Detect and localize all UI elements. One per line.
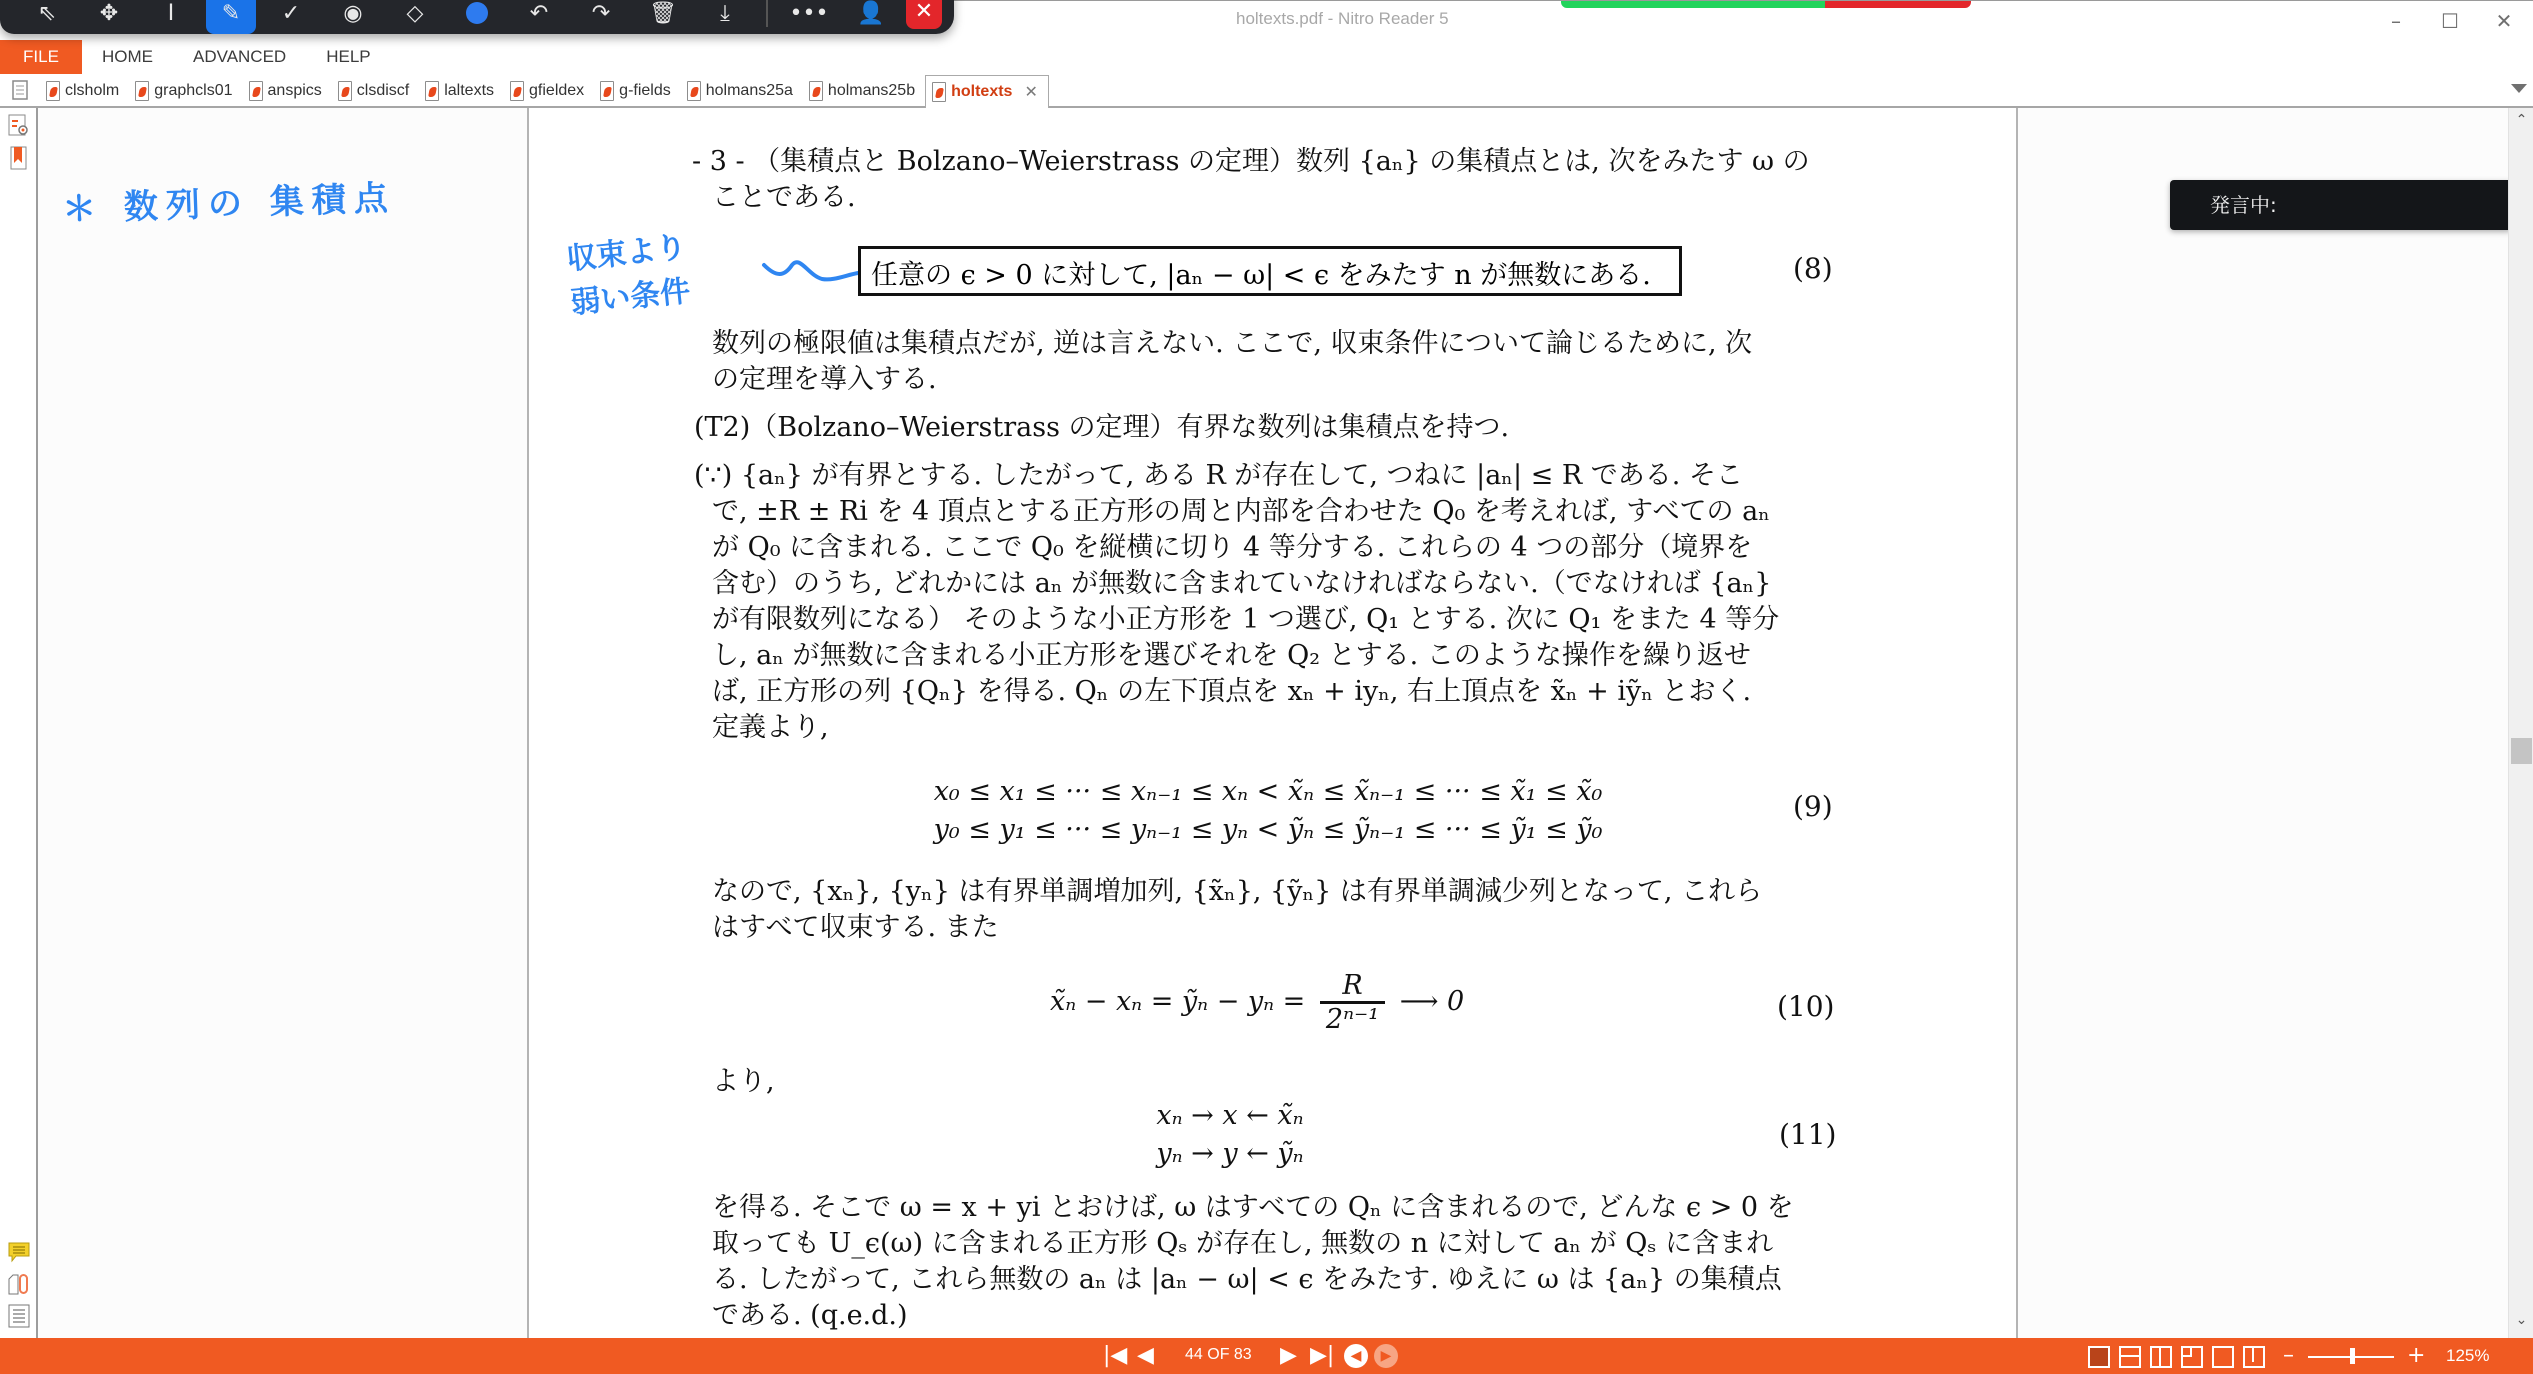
- pdf-file-icon: [135, 81, 149, 101]
- scroll-up-icon[interactable]: ⌃: [2515, 112, 2528, 128]
- zoom-out-button[interactable]: –: [2283, 1343, 2294, 1368]
- tab-label: holtexts: [951, 83, 1013, 100]
- tabs-dropdown-icon[interactable]: [2511, 84, 2527, 93]
- tab-clsholm[interactable]: [40, 76, 129, 106]
- pen-icon[interactable]: ✎: [206, 0, 256, 34]
- cover-view-icon[interactable]: [2212, 1346, 2234, 1368]
- move-icon[interactable]: ✥: [99, 0, 119, 26]
- select-pointer-icon[interactable]: ⇖: [37, 0, 57, 26]
- fraction: [1320, 970, 1385, 1035]
- document-tabs: [0, 74, 2533, 108]
- scrollbar-thumb[interactable]: [2511, 738, 2532, 764]
- close-window-button[interactable]: ✕: [2495, 9, 2513, 33]
- proof-line: ば, 正方形の列 {Qₙ} を得る. Qₙ の左下頂点を xₙ + iyₙ, 右上頂点を x̃ₙ + iỹₙ とおく.: [712, 676, 1752, 707]
- fraction-denominator: 2ⁿ⁻¹: [1325, 1004, 1380, 1035]
- tab-anspics[interactable]: [243, 76, 332, 106]
- pdf-file-icon: [425, 81, 439, 101]
- vertical-scrollbar[interactable]: [2508, 108, 2533, 1338]
- tab-label: clsholm: [65, 82, 120, 99]
- pages-panel-icon[interactable]: [0, 74, 40, 106]
- tab-label: holmans25b: [827, 82, 916, 99]
- proof-line: る. したがって, これら無数の aₙ は |aₙ − ω| < ϵ をみたす. ゆえに ω は {aₙ} の集積点: [712, 1264, 1782, 1295]
- eraser-icon[interactable]: ◇: [406, 0, 424, 26]
- equation-10: [1050, 970, 1550, 1035]
- paragraph-text: の定理を導入する.: [712, 364, 937, 395]
- tab-laltexts[interactable]: [419, 76, 504, 106]
- speaking-label: 発言中:: [2210, 193, 2277, 217]
- previous-page-icon[interactable]: ◀: [1137, 1343, 1154, 1368]
- proof-line: で, ±R ± Ri を 4 頂点とする正方形の周と内部を合わせた Q₀ を考えれば, すべての aₙ: [712, 496, 1770, 527]
- proof-line: (∵) {aₙ} が有界とする. したがって, ある R が存在して, つねに |aₙ| ≤ R である. そこ: [694, 460, 1743, 491]
- handwritten-squiggle-arrow: [760, 255, 860, 291]
- tab-label: anspics: [267, 82, 322, 99]
- highlighter-icon[interactable]: ◉: [343, 0, 363, 26]
- previous-view-icon[interactable]: ◀: [1344, 1344, 1368, 1368]
- pdf-file-icon: [510, 81, 524, 101]
- tab-holtexts[interactable]: [925, 75, 1049, 108]
- single-page-view-icon[interactable]: [2088, 1346, 2110, 1368]
- proof-line: 定義より,: [712, 712, 829, 743]
- section-heading-text: - 3 - （集積点と Bolzano–Weierstrass の定理）数列 {aₙ} の集積点とは, 次をみたす ω の: [692, 146, 1810, 177]
- first-page-icon[interactable]: |◀: [1103, 1343, 1128, 1368]
- equation-9-line-2: y₀ ≤ y₁ ≤ ··· ≤ yₙ₋₁ ≤ yₙ < ỹₙ ≤ ỹₙ₋₁ ≤ ··· ≤ ỹ₁ ≤ ỹ₀: [933, 814, 1603, 845]
- facing-continuous-view-icon[interactable]: [2181, 1346, 2203, 1368]
- close-tab-icon[interactable]: ✕: [1024, 84, 1038, 101]
- tab-label: laltexts: [444, 82, 495, 99]
- zoom-level[interactable]: 125%: [2446, 1346, 2490, 1365]
- proof-line: である. (q.e.d.): [712, 1300, 908, 1331]
- tab-graphcls01[interactable]: [129, 76, 242, 106]
- equation-number: (11): [1779, 1118, 1837, 1151]
- redo-icon[interactable]: ↷: [591, 0, 611, 26]
- tab-gfieldex[interactable]: [504, 76, 594, 106]
- facing-view-icon[interactable]: [2150, 1346, 2172, 1368]
- tab-label: g-fields: [619, 82, 671, 99]
- comments-icon[interactable]: [8, 1240, 30, 1264]
- speaking-indicator: [2170, 180, 2512, 230]
- zoom-in-button[interactable]: +: [2407, 1343, 2426, 1368]
- checkmark-icon[interactable]: ✓: [281, 0, 301, 26]
- proof-line: 取っても U_ϵ(ω) に含まれる正方形 Qₛ が存在し, 無数の n に対して aₙ が Qₛ に含まれ: [712, 1228, 1774, 1259]
- attachments-icon[interactable]: [8, 1272, 30, 1296]
- pdf-file-icon: [809, 81, 823, 101]
- delete-icon[interactable]: 🗑: [649, 0, 677, 26]
- pdf-file-icon: [687, 81, 701, 101]
- proof-line: が Q₀ に含まれる. ここで Q₀ を縦横に切り 4 等分する. これらの 4 つの部分（境界を: [712, 532, 1753, 563]
- scroll-down-icon[interactable]: ⌄: [2515, 1312, 2528, 1328]
- tab-g-fields[interactable]: [594, 76, 681, 106]
- paragraph-text: 数列の極限値は集積点だが, 逆は言えない. ここで, 収束条件について論じるために, 次: [712, 328, 1753, 359]
- progress-bar-red: [1825, 1, 1971, 8]
- theorem-statement: (T2)（Bolzano–Weierstrass の定理）有界な数列は集積点を持つ.: [694, 412, 1510, 443]
- text-cursor-icon[interactable]: I: [167, 0, 175, 26]
- equation-number: (10): [1777, 990, 1835, 1023]
- window-title: holtexts.pdf - Nitro Reader 5: [1236, 9, 1449, 28]
- color-picker-button[interactable]: [450, 0, 504, 34]
- equation-number: (8): [1793, 252, 1833, 285]
- proof-line: が有限数列になる） そのような小正方形を 1 つ選び, Q₁ とする. 次に Q₁ をまた 4 等分: [712, 604, 1780, 635]
- cover-facing-view-icon[interactable]: [2243, 1346, 2265, 1368]
- menu-advanced[interactable]: ADVANCED: [193, 47, 287, 66]
- pdf-file-icon: [600, 81, 614, 101]
- tab-label: holmans25a: [705, 82, 793, 99]
- page-indicator[interactable]: 44 OF 83: [1185, 1346, 1252, 1363]
- progress-bar-green: [1561, 1, 1825, 8]
- equation-11-line-2: yₙ → y ← ỹₙ: [1156, 1138, 1304, 1169]
- equation-10-left: x̃ₙ − xₙ = ỹₙ − yₙ =: [1050, 986, 1306, 1017]
- minimize-button[interactable]: –: [2391, 9, 2401, 33]
- left-margin-area: [38, 108, 529, 1338]
- paragraph-text: なので, {xₙ}, {yₙ} は有界単調増加列, {x̃ₙ}, {ỹₙ} は有界単調減少列となって, これら: [712, 876, 1763, 907]
- menu-bar: [0, 40, 2533, 74]
- zoom-slider-thumb[interactable]: [2350, 1348, 2355, 1364]
- handwritten-note-accumulation-point: ＊ 数列の 集積点: [61, 178, 397, 230]
- right-margin-area: [2016, 108, 2508, 1338]
- outline-list-icon[interactable]: [8, 1304, 30, 1328]
- proof-line: し, aₙ が無数に含まれる小正方形を選びそれを Q₂ とする. このような操作を繰り返せ: [712, 640, 1751, 671]
- tab-holmans25b[interactable]: [803, 76, 925, 106]
- handwritten-note-weaker-than-convergence-1: 収束より: [564, 229, 688, 278]
- next-page-icon[interactable]: ▶: [1280, 1343, 1297, 1368]
- share-user-icon[interactable]: 👤: [857, 0, 885, 26]
- tab-label: gfieldex: [529, 82, 585, 99]
- proof-line: 含む）のうち, どれかには aₙ が無数に含まれていなければならない.（でなければ {aₙ}: [712, 568, 1772, 599]
- menu-file[interactable]: FILE: [0, 40, 82, 74]
- boxed-definition: 任意の ϵ > 0 に対して, |aₙ − ω| < ϵ をみたす n が無数にある.: [858, 246, 1682, 296]
- pdf-file-icon: [338, 81, 352, 101]
- equation-11-line-1: xₙ → x ← x̃ₙ: [1156, 1100, 1304, 1131]
- tab-label: clsdiscf: [356, 82, 410, 99]
- tab-clsdiscf[interactable]: [332, 76, 419, 106]
- handwritten-note-weaker-than-convergence-2: 弱い条件: [568, 273, 692, 322]
- proof-line: を得る. そこで ω = x + yi とおけば, ω はすべての Qₙ に含まれるので, どんな ϵ > 0 を: [712, 1192, 1794, 1223]
- equation-number: (9): [1793, 790, 1833, 823]
- equation-10-right: ⟶ 0: [1399, 986, 1465, 1017]
- paragraph-text: ことである.: [712, 182, 856, 213]
- menu-home[interactable]: HOME: [102, 47, 153, 66]
- maximize-button[interactable]: ☐: [2441, 9, 2459, 33]
- download-icon[interactable]: ⤓: [720, 0, 730, 26]
- find-in-document-icon[interactable]: [8, 114, 30, 138]
- color-swatch-icon: [466, 2, 488, 24]
- undo-icon[interactable]: ↶: [529, 0, 549, 26]
- paragraph-text: より,: [712, 1066, 775, 1097]
- last-page-icon[interactable]: ▶|: [1310, 1343, 1335, 1368]
- pdf-file-icon: [932, 82, 946, 102]
- tab-holmans25a[interactable]: [681, 76, 803, 106]
- menu-help[interactable]: HELP: [326, 47, 371, 66]
- continuous-view-icon[interactable]: [2119, 1346, 2141, 1368]
- bookmarks-icon[interactable]: [8, 146, 30, 170]
- close-ink-toolbar-button[interactable]: ✕: [906, 0, 942, 29]
- pdf-file-icon: [46, 81, 60, 101]
- tab-label: graphcls01: [154, 82, 233, 99]
- equation-9-line-1: x₀ ≤ x₁ ≤ ··· ≤ xₙ₋₁ ≤ xₙ < x̃ₙ ≤ x̃ₙ₋₁ ≤ ··· ≤ x̃₁ ≤ x̃₀: [933, 776, 1603, 807]
- fraction-numerator: R: [1320, 970, 1385, 1004]
- ink-toolbar: [0, 0, 954, 34]
- pdf-file-icon: [249, 81, 263, 101]
- toolbar-divider: [766, 0, 768, 27]
- left-panel-rail: [0, 108, 38, 1338]
- status-bar: [0, 1338, 2533, 1374]
- next-view-icon[interactable]: ▶: [1374, 1344, 1398, 1368]
- paragraph-text: はすべて収束する. また: [712, 912, 999, 943]
- more-options-icon[interactable]: •••: [789, 0, 829, 26]
